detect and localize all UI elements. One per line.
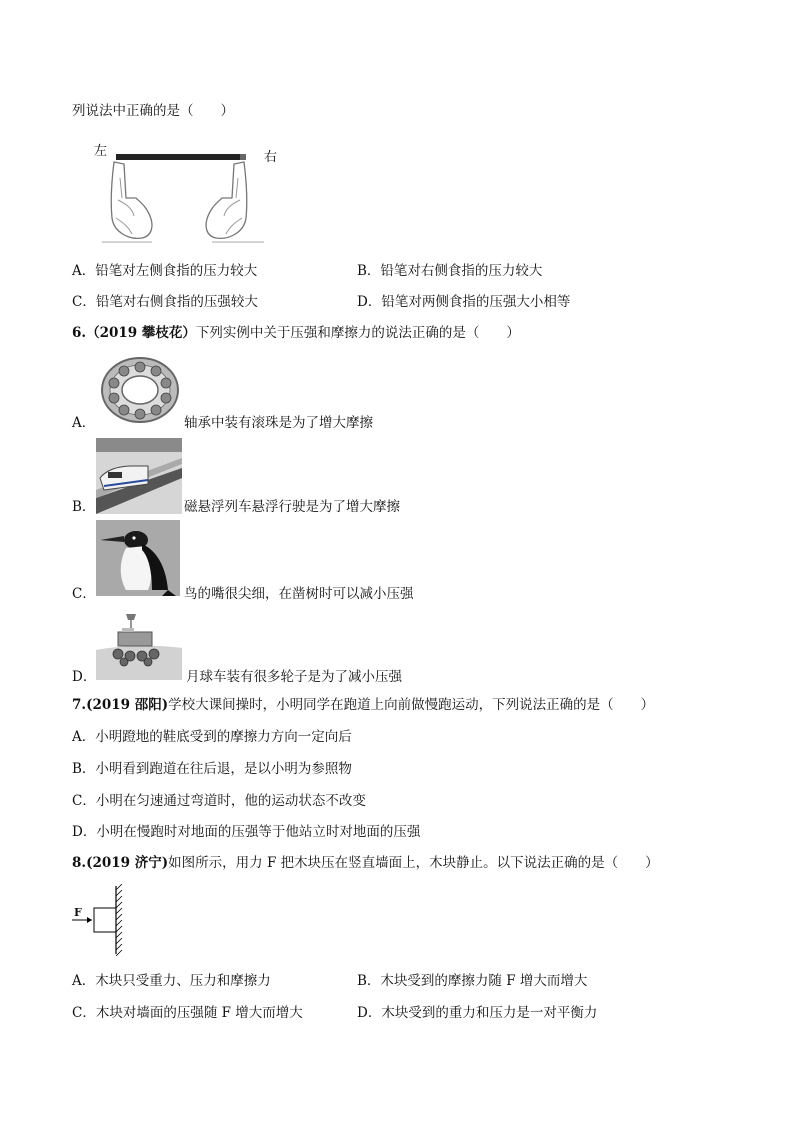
q5-option-c[interactable]: C．铅笔对右侧食指的压强较大 [72,294,258,310]
force-label: F [74,906,82,919]
q8-option-a[interactable]: A．木块只受重力、压力和摩擦力 [72,973,271,989]
pencil-fingers-drawing [92,138,292,244]
left-label: 左 [94,144,108,159]
q8-option-c[interactable]: C．木块对墙面的压强随 F 增大而增大 [72,1005,303,1021]
q7-option-d[interactable]: D．小明在慢跑时对地面的压强等于他站立时对地面的压强 [72,824,421,840]
pencil-fingers-figure [92,138,292,244]
q6-stem: 6.（2019 攀枝花）下列实例中关于压强和摩擦力的说法正确的是（ ） [72,325,520,341]
q5-option-a[interactable]: A．铅笔对左侧食指的压力较大 [72,263,258,279]
right-label: 右 [264,150,278,165]
q5-stem: 列说法中正确的是（ ） [72,103,234,119]
block-wall-drawing [72,884,132,956]
q7-option-a[interactable]: A．小明蹬地的鞋底受到的摩擦力方向一定向后 [72,729,352,745]
q5-option-d[interactable]: D．铅笔对两侧食指的压强大小相等 [357,294,571,310]
q6-option-a-text: 轴承中装有滚珠是为了增大摩擦 [184,415,373,431]
q5-option-b[interactable]: B．铅笔对右侧食指的压力较大 [357,263,543,279]
question-source: （2019 攀枝花） [86,325,196,341]
q6-option-d[interactable]: D． [72,669,97,685]
q6-option-d-text: 月球车装有很多轮子是为了减小压强 [186,669,402,685]
q6-option-b[interactable]: B． [72,499,96,515]
q7-option-b[interactable]: B．小明看到跑道在往后退，是以小明为参照物 [72,761,352,777]
q8-option-d[interactable]: D．木块受到的重力和压力是一对平衡力 [357,1005,598,1021]
maglev-train-image [96,438,182,514]
woodpecker-image [96,520,180,596]
question-source: (2019 邵阳) [86,697,169,713]
q6-option-c[interactable]: C． [72,586,96,602]
q6-option-a[interactable]: A． [72,415,96,431]
question-number: 6. [72,325,87,341]
q7-option-c[interactable]: C．小明在匀速通过弯道时，他的运动状态不改变 [72,793,366,809]
q6-option-c-text: 鸟的嘴很尖细，在凿树时可以减小压强 [184,586,414,602]
q6-option-b-text: 磁悬浮列车悬浮行驶是为了增大摩擦 [184,499,400,515]
q8-option-b[interactable]: B．木块受到的摩擦力随 F 增大而增大 [357,973,588,989]
q7-stem: 7.(2019 邵阳)学校大课间操时，小明同学在跑道上向前做慢跑运动，下列说法正确的是（ ） [72,697,655,713]
question-source: (2019 济宁) [86,855,169,871]
block-wall-figure [72,884,132,956]
q8-stem: 8.(2019 济宁)如图所示，用力 F 把木块压在竖直墙面上，木块静止。以下说法正确的是（ ） [72,855,659,871]
lunar-rover-image [96,606,182,680]
question-number: 8. [72,855,87,871]
ball-bearing-image [96,352,182,430]
question-number: 7. [72,697,87,713]
